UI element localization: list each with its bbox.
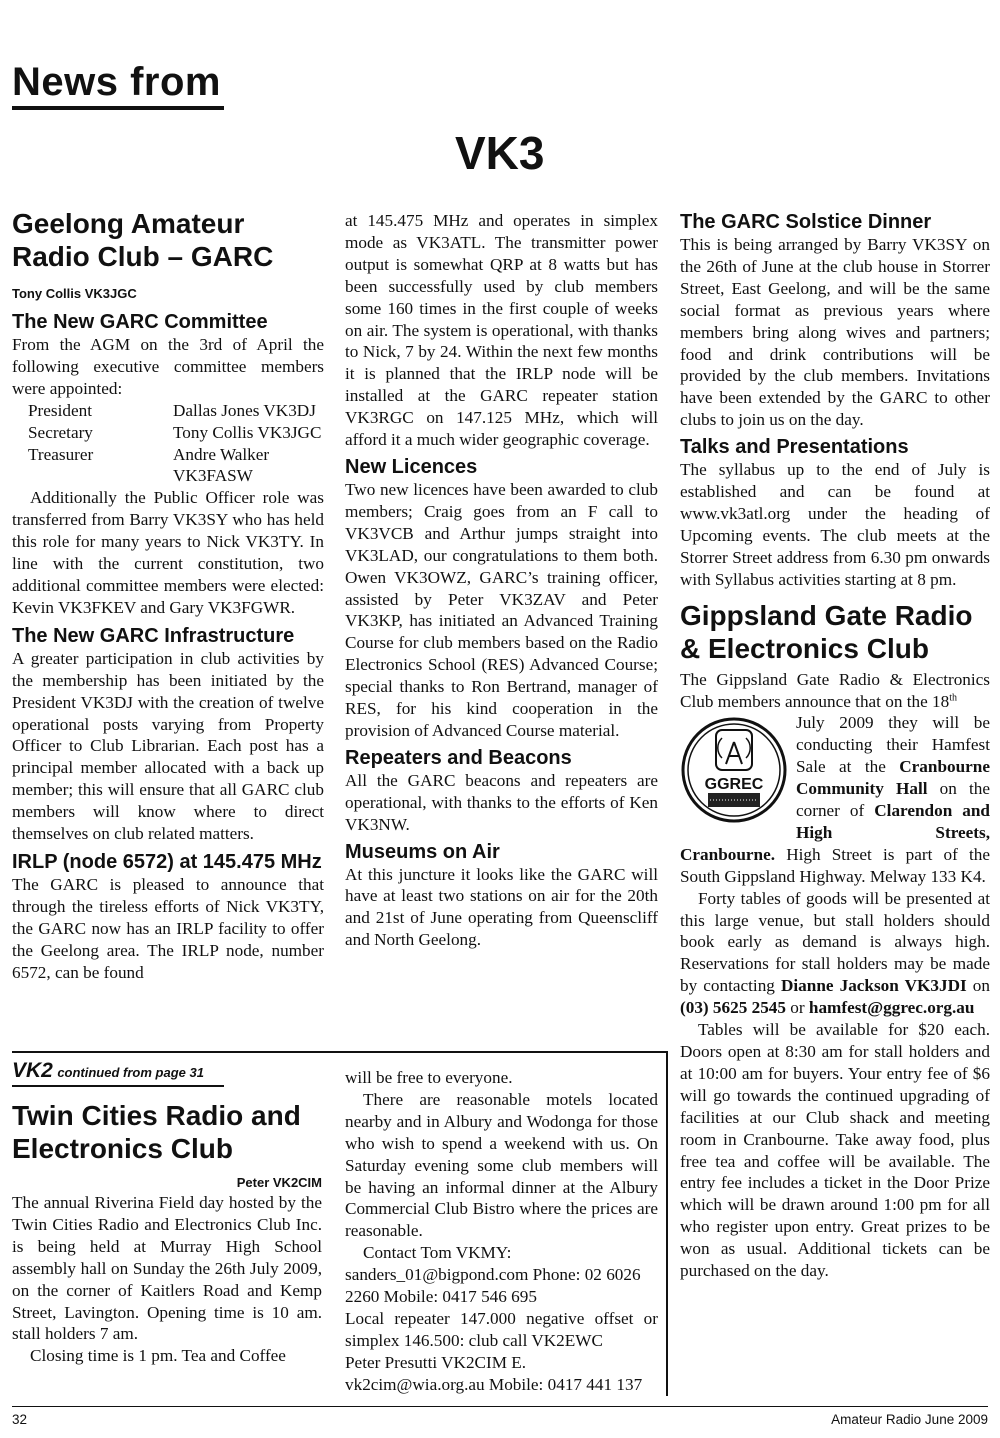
byline-twin-cities: Peter VK2CIM <box>236 1175 322 1190</box>
solstice-heading: The GARC Solstice Dinner <box>680 211 932 233</box>
vk2-column-right <box>345 1067 658 1396</box>
repeaters-heading: Repeaters and Beacons <box>345 746 572 769</box>
twin-cities-p4: There are reasonable motels located nearby and in Albury and Wodonga for those who wish to spend a weekend with us. On Saturday evening some club members will be having an informal dinner at the Albury Commercial Club Bistro where the prices are reasonable. <box>345 1089 658 1241</box>
vk2-box-top-rule <box>12 1051 668 1053</box>
garc-title: Geelong Amateur Radio Club – GARC <box>12 208 274 272</box>
ggrec-logo <box>680 716 788 824</box>
column-1 <box>12 207 324 983</box>
officer-role: Secretary <box>28 422 93 442</box>
infra-text: A greater participation in club activities by the membership has been initiated by the President VK3DJ with the creation of twelve operational posts varying from Property Officer to Club Librarian. Each post has a principal member allocated with a back up member; this will ensure that all GARC club members will know where to direct themselves on club related matters. <box>12 648 324 844</box>
gippsland-booking: Forty tables of goods will be presented at this large venue, but stall holders should book early as demand is always high. Reservations for stall holders may be made by contacting Dianne Jackson VK3JDI on (03) 5625 2545 or hamfest@ggrec.org.au <box>680 888 990 1018</box>
publication-name: Amateur Radio June 2009 <box>831 1412 988 1427</box>
vk2-tag: VK2 <box>12 1059 53 1082</box>
committee-heading: The New GARC Committee <box>12 311 268 333</box>
region-title: VK3 <box>455 127 545 179</box>
twin-cities-p1: The annual Riverina Field day hosted by the Twin Cities Radio and Electronics Club Inc. is being held at Murray High School assembly hall on Sunday the 26th July 2009, on the corner of Kaitlers Road and Kemp Street, Lavington. Opening time is 10 am. stall holders 7 am. <box>12 1193 322 1344</box>
officer-name: Dallas Jones VK3DJ <box>173 400 316 420</box>
officer-name: Andre Walker VK3FASW <box>173 444 270 486</box>
vk2-continued-text: continued from page 31 <box>57 1065 204 1080</box>
byline-garc: Tony Collis VK3JGC <box>12 286 137 301</box>
museums-heading: Museums on Air <box>345 840 500 863</box>
infra-heading: The New GARC Infrastructure <box>12 624 295 647</box>
officer-name: Tony Collis VK3JGC <box>173 422 322 442</box>
vk2-column-left <box>12 1099 322 1367</box>
column-3 <box>680 210 990 1282</box>
gippsland-intro: The Gippsland Gate Radio & Electronics Club members announce that on the 18th <box>680 669 990 711</box>
repeaters-text: All the GARC beacons and repeaters are operational, with thanks to the efforts of Ken VK3NW. <box>345 770 658 834</box>
twin-cities-text-cont <box>345 1067 658 1396</box>
ggrec-logo-graphic <box>680 716 788 824</box>
vk2-continued-label <box>12 1059 204 1083</box>
vk2-label-underline <box>12 1085 224 1087</box>
museums-text: At this juncture it looks like the GARC will have at least two stations on air for the 20th and 21st of June operating from Queenscliff and North Geelong. <box>345 864 658 950</box>
footer-rule <box>12 1406 988 1407</box>
officer-list <box>12 400 324 488</box>
twin-cities-text <box>12 1192 322 1367</box>
irlp-text: The GARC is pleased to announce that through the tireless efforts of Nick VK3TY, the GARC now has an IRLP facility to offer the Geelong area. The IRLP node, number 6572, can be found <box>12 874 324 982</box>
twin-cities-contact: Contact Tom VKMY: sanders_01@bigpond.com Phone: 02 6026 2260 Mobile: 0417 546 695 <box>345 1243 641 1307</box>
vk2-box-right-rule <box>666 1051 668 1396</box>
column-2 <box>345 210 658 951</box>
gippsland-title: Gippsland Gate Radio & Electronics Club <box>680 599 973 664</box>
gippsland-venue: July 2009 they will be conducting their Hamfest Sale at the Cranbourne Community Hall on the corner of Clarendon and High Streets, Cranbourne. High Street is part of the South Gippsland Highway. Melway 133 K4. <box>680 713 990 886</box>
news-from-heading: News from <box>12 60 221 104</box>
licences-heading: New Licences <box>345 455 478 478</box>
header-rule <box>12 106 224 110</box>
gippsland-text <box>680 669 990 1282</box>
page-number: 32 <box>12 1412 28 1427</box>
twin-cities-peter: Peter Presutti VK2CIM E. vk2cim@wia.org.au Mobile: 0417 441 137 <box>345 1352 643 1394</box>
licences-text: Two new licences have been awarded to club members; Craig goes from an F call to VK3VCB and Arthur jumps straight into VK3LAD, our congratulations to them both. Owen VK3OWZ, GARC’s training officer, assisted by Peter VK3ZAV and Peter VK3KP, has initiated an Advanced Training Course for club members based on the Radio Electronics School (RES) Advanced Course; special thanks to Ron Bertrand, manager of RES, for his kind cooperation in the provision of Advanced Course material. <box>345 479 658 740</box>
committee-text <box>12 334 324 619</box>
irlp-heading: IRLP (node 6572) at 145.475 MHz <box>12 850 322 873</box>
committee-para2: Additionally the Public Officer role was transferred from Barry VK3SY who has held this role for many years to Nick VK3TY. In line with the current constitution, two additional committee members were elected: Kevin VK3FKEV and Gary VK3FGWR. <box>12 488 324 617</box>
irlp-continued: at 145.475 MHz and operates in simplex mode as VK3ATL. The transmitter power output is somewhat QRP at 8 watts but has been successfully used by club members some 160 times in the first couple of weeks on air. The system is operational, with thanks to Nick, 7 by 24. Within the next few months it is planned that the IRLP node will be installed at the GARC repeater station VK3RGC on 147.125 MHz, which will afford it a much wider geographic coverage. <box>345 211 658 450</box>
committee-intro: From the AGM on the 3rd of April the following executive committee members were appointed: <box>12 335 324 398</box>
officer-role: Treasurer <box>28 444 94 464</box>
twin-cities-p2: Closing time is 1 pm. Tea and Coffee <box>30 1346 286 1366</box>
twin-cities-title: Twin Cities Radio and Electronics Club <box>12 1100 301 1164</box>
twin-cities-repeater: Local repeater 147.000 negative offset or simplex 146.500: club call VK2EWC <box>345 1308 658 1350</box>
ggrec-logo-text: GGREC <box>704 776 764 794</box>
talks-heading: Talks and Presentations <box>680 436 909 459</box>
solstice-text: This is being arranged by Barry VK3SY on the 26th of June at the club house in Storrer Street, East Geelong, and will be the same social format as previous years where members bring along wives and partners; food and drink contributions will be provided by the club members. Invitations have been extended by the GARC to other clubs to join us on the day. <box>680 235 990 430</box>
officer-role: President <box>28 400 92 420</box>
talks-text: The syllabus up to the end of July is established and can be found at www.vk3atl.org under the heading of Upcoming events. The club meets at the Storrer Street address from 6.30 pm onwards with Syllabus activities starting at 8 pm. <box>680 460 990 589</box>
gippsland-tables: Tables will be available for $20 each. Doors open at 8:30 am for stall holders and at 10:00 am for buyers. Your entry fee of $6 will go towards the continued upgrading of facilities at our Club shack and meeting room in Cranbourne. Take away food, plus free tea and coffee will be available. The entry fee includes a ticket in the Door Prize which will be drawn around 1:00 pm for all who register upon entry. Great prizes to be won as usual. Additional tickets can be purchased on the day. <box>680 1020 990 1281</box>
twin-cities-p3: will be free to everyone. <box>345 1068 513 1087</box>
